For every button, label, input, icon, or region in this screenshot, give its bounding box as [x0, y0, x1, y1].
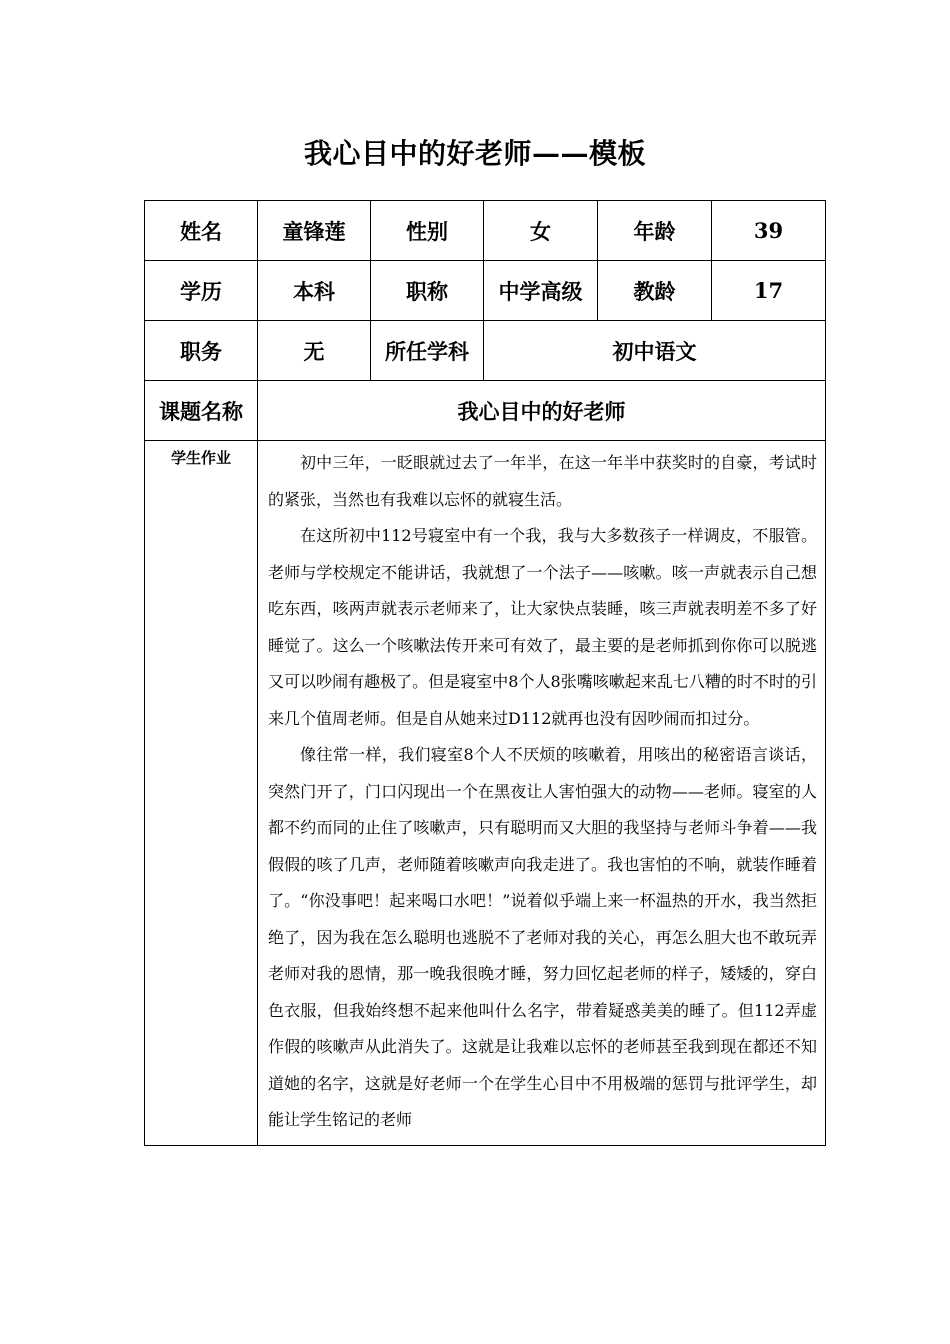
- age-label: 年龄: [598, 201, 712, 261]
- topic-label: 课题名称: [145, 381, 258, 441]
- teacher-info-table: [144, 200, 826, 1146]
- homework-essay: [258, 441, 826, 1146]
- homework-label: 学生作业: [145, 441, 258, 1146]
- position-value: 无: [258, 321, 371, 381]
- subject-value: 初中语文: [484, 321, 826, 381]
- title-rank-value: 中学高级: [484, 261, 598, 321]
- gender-value: 女: [484, 201, 598, 261]
- topic-value: 我心目中的好老师: [258, 381, 826, 441]
- teaching-years-label: 教龄: [598, 261, 712, 321]
- table-row: [145, 441, 826, 1146]
- name-label: 姓名: [145, 201, 258, 261]
- table-row: [145, 261, 826, 321]
- essay-paragraph: 初中三年，一眨眼就过去了一年半，在这一年半中获奖时的自豪，考试时的紧张，当然也有我难以忘怀的就寝生活。: [268, 453, 817, 509]
- education-value: 本科: [258, 261, 371, 321]
- age-value: 39: [712, 201, 826, 261]
- gender-label: 性别: [371, 201, 484, 261]
- subject-label: 所任学科: [371, 321, 484, 381]
- education-label: 学历: [145, 261, 258, 321]
- table-row: [145, 201, 826, 261]
- page-title: 我心目中的好老师——模板: [303, 137, 646, 170]
- essay-paragraph: 在这所初中112号寝室中有一个我，我与大多数孩子一样调皮，不服管。老师与学校规定不能讲话，我就想了一个法子——咳嗽。咳一声就表示自己想吃东西，咳两声就表示老师来了，让大家快点装睡，咳三声就表明差不多了好睡觉了。这么一个咳嗽法传开来可有效了，最主要的是老师抓到你你可以脱逃又可以吵闹有趣极了。但是寝室中8个人8张嘴咳嗽起来乱七八糟的时不时的引来几个值周老师。但是自从她来过D112就再也没有因吵闹而扣过分。: [268, 526, 817, 728]
- teaching-years-value: 17: [712, 261, 826, 321]
- essay-paragraph: 像往常一样，我们寝室8个人不厌烦的咳嗽着，用咳出的秘密语言谈话，突然门开了，门口闪现出一个在黑夜让人害怕强大的动物——老师。寝室的人都不约而同的止住了咳嗽声，只有聪明而又大胆的我坚持与老师斗争着——我假假的咳了几声，老师随着咳嗽声向我走进了。我也害怕的不响，就装作睡着了。“你没事吧！起来喝口水吧！”说着似乎端上来一杯温热的开水，我当然拒绝了，因为我在怎么聪明也逃脱不了老师对我的关心，再怎么胆大也不敢玩弄老师对我的恩情，那一晚我很晚才睡，努力回忆起老师的样子，矮矮的，穿白色衣服，但我始终想不起来他叫什么名字，带着疑惑美美的睡了。但112弄虚作假的咳嗽声从此消失了。这就是让我难以忘怀的老师甚至我到现在都还不知道她的名字，这就是好老师一个在学生心目中不用极端的惩罚与批评学生，却能让学生铭记的老师: [268, 745, 817, 1129]
- name-value: 童锋莲: [258, 201, 371, 261]
- table-row: [145, 381, 826, 441]
- title-rank-label: 职称: [371, 261, 484, 321]
- position-label: 职务: [145, 321, 258, 381]
- table-row: [145, 321, 826, 381]
